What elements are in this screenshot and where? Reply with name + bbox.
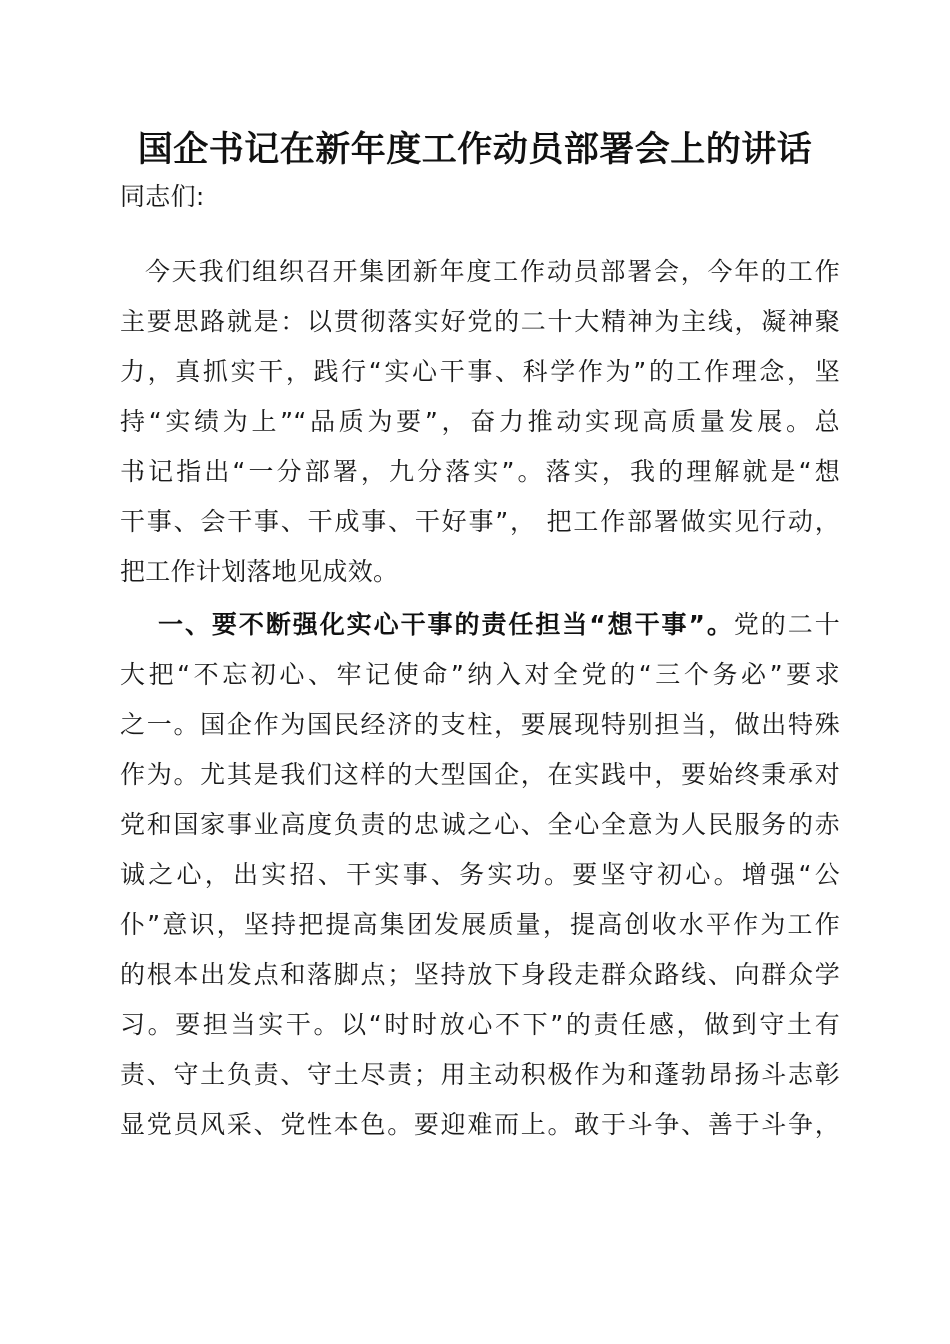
salutation: 同志们: xyxy=(120,182,205,211)
document-title: 国企书记在新年度工作动员部署会上的讲话 xyxy=(137,129,813,170)
paragraph-line: 作为。尤其是我们这样的大型国企，在实践中，要始终秉承对 xyxy=(120,760,840,789)
heading-line-rest: 党的二十 xyxy=(733,610,841,639)
paragraph-line: 把工作计划落地见成效。 xyxy=(120,557,399,586)
paragraph-line: 大把“不忘初心、牢记使命”纳入对全党的“三个务必”要求 xyxy=(120,660,840,689)
paragraph-line: 持“实绩为上”“品质为要”，奋力推动实现高质量发展。总 xyxy=(120,407,840,436)
paragraph-line: 的根本出发点和落脚点；坚持放下身段走群众路线、向群众学 xyxy=(120,960,840,989)
paragraph-line: 责、守土负责、守土尽责；用主动积极作为和蓬勃昂扬斗志彰 xyxy=(120,1060,840,1089)
paragraph-line: 显党员风采、党性本色。要迎难而上。敢于斗争、善于斗争， xyxy=(120,1110,840,1139)
section-heading-line xyxy=(158,605,840,645)
paragraph-line: 诚之心，出实招、干实事、务实功。要坚守初心。增强“公 xyxy=(120,860,840,889)
paragraph-line: 力，真抓实干，践行“实心干事、科学作为”的工作理念，坚 xyxy=(120,357,840,386)
paragraph-line: 今天我们组织召开集团新年度工作动员部署会，今年的工作 xyxy=(145,257,840,286)
paragraph-line: 干事、会干事、干成事、干好事”， 把工作部署做实见行动， xyxy=(120,507,840,536)
section-heading: 一、要不断强化实心干事的责任担当“想干事”。 xyxy=(158,610,734,639)
paragraph-line: 党和国家事业高度负责的忠诚之心、全心全意为人民服务的赤 xyxy=(120,810,840,839)
paragraph-line: 之一。国企作为国民经济的支柱，要展现特别担当，做出特殊 xyxy=(120,710,840,739)
paragraph-line: 书记指出“一分部署，九分落实”。落实，我的理解就是“想 xyxy=(120,457,840,486)
paragraph-line: 仆”意识，坚持把提高集团发展质量，提高创收水平作为工作 xyxy=(120,910,840,939)
paragraph-line: 习。要担当实干。以“时时放心不下”的责任感，做到守土有 xyxy=(120,1010,840,1039)
paragraph-line: 主要思路就是：以贯彻落实好党的二十大精神为主线，凝神聚 xyxy=(120,307,840,336)
